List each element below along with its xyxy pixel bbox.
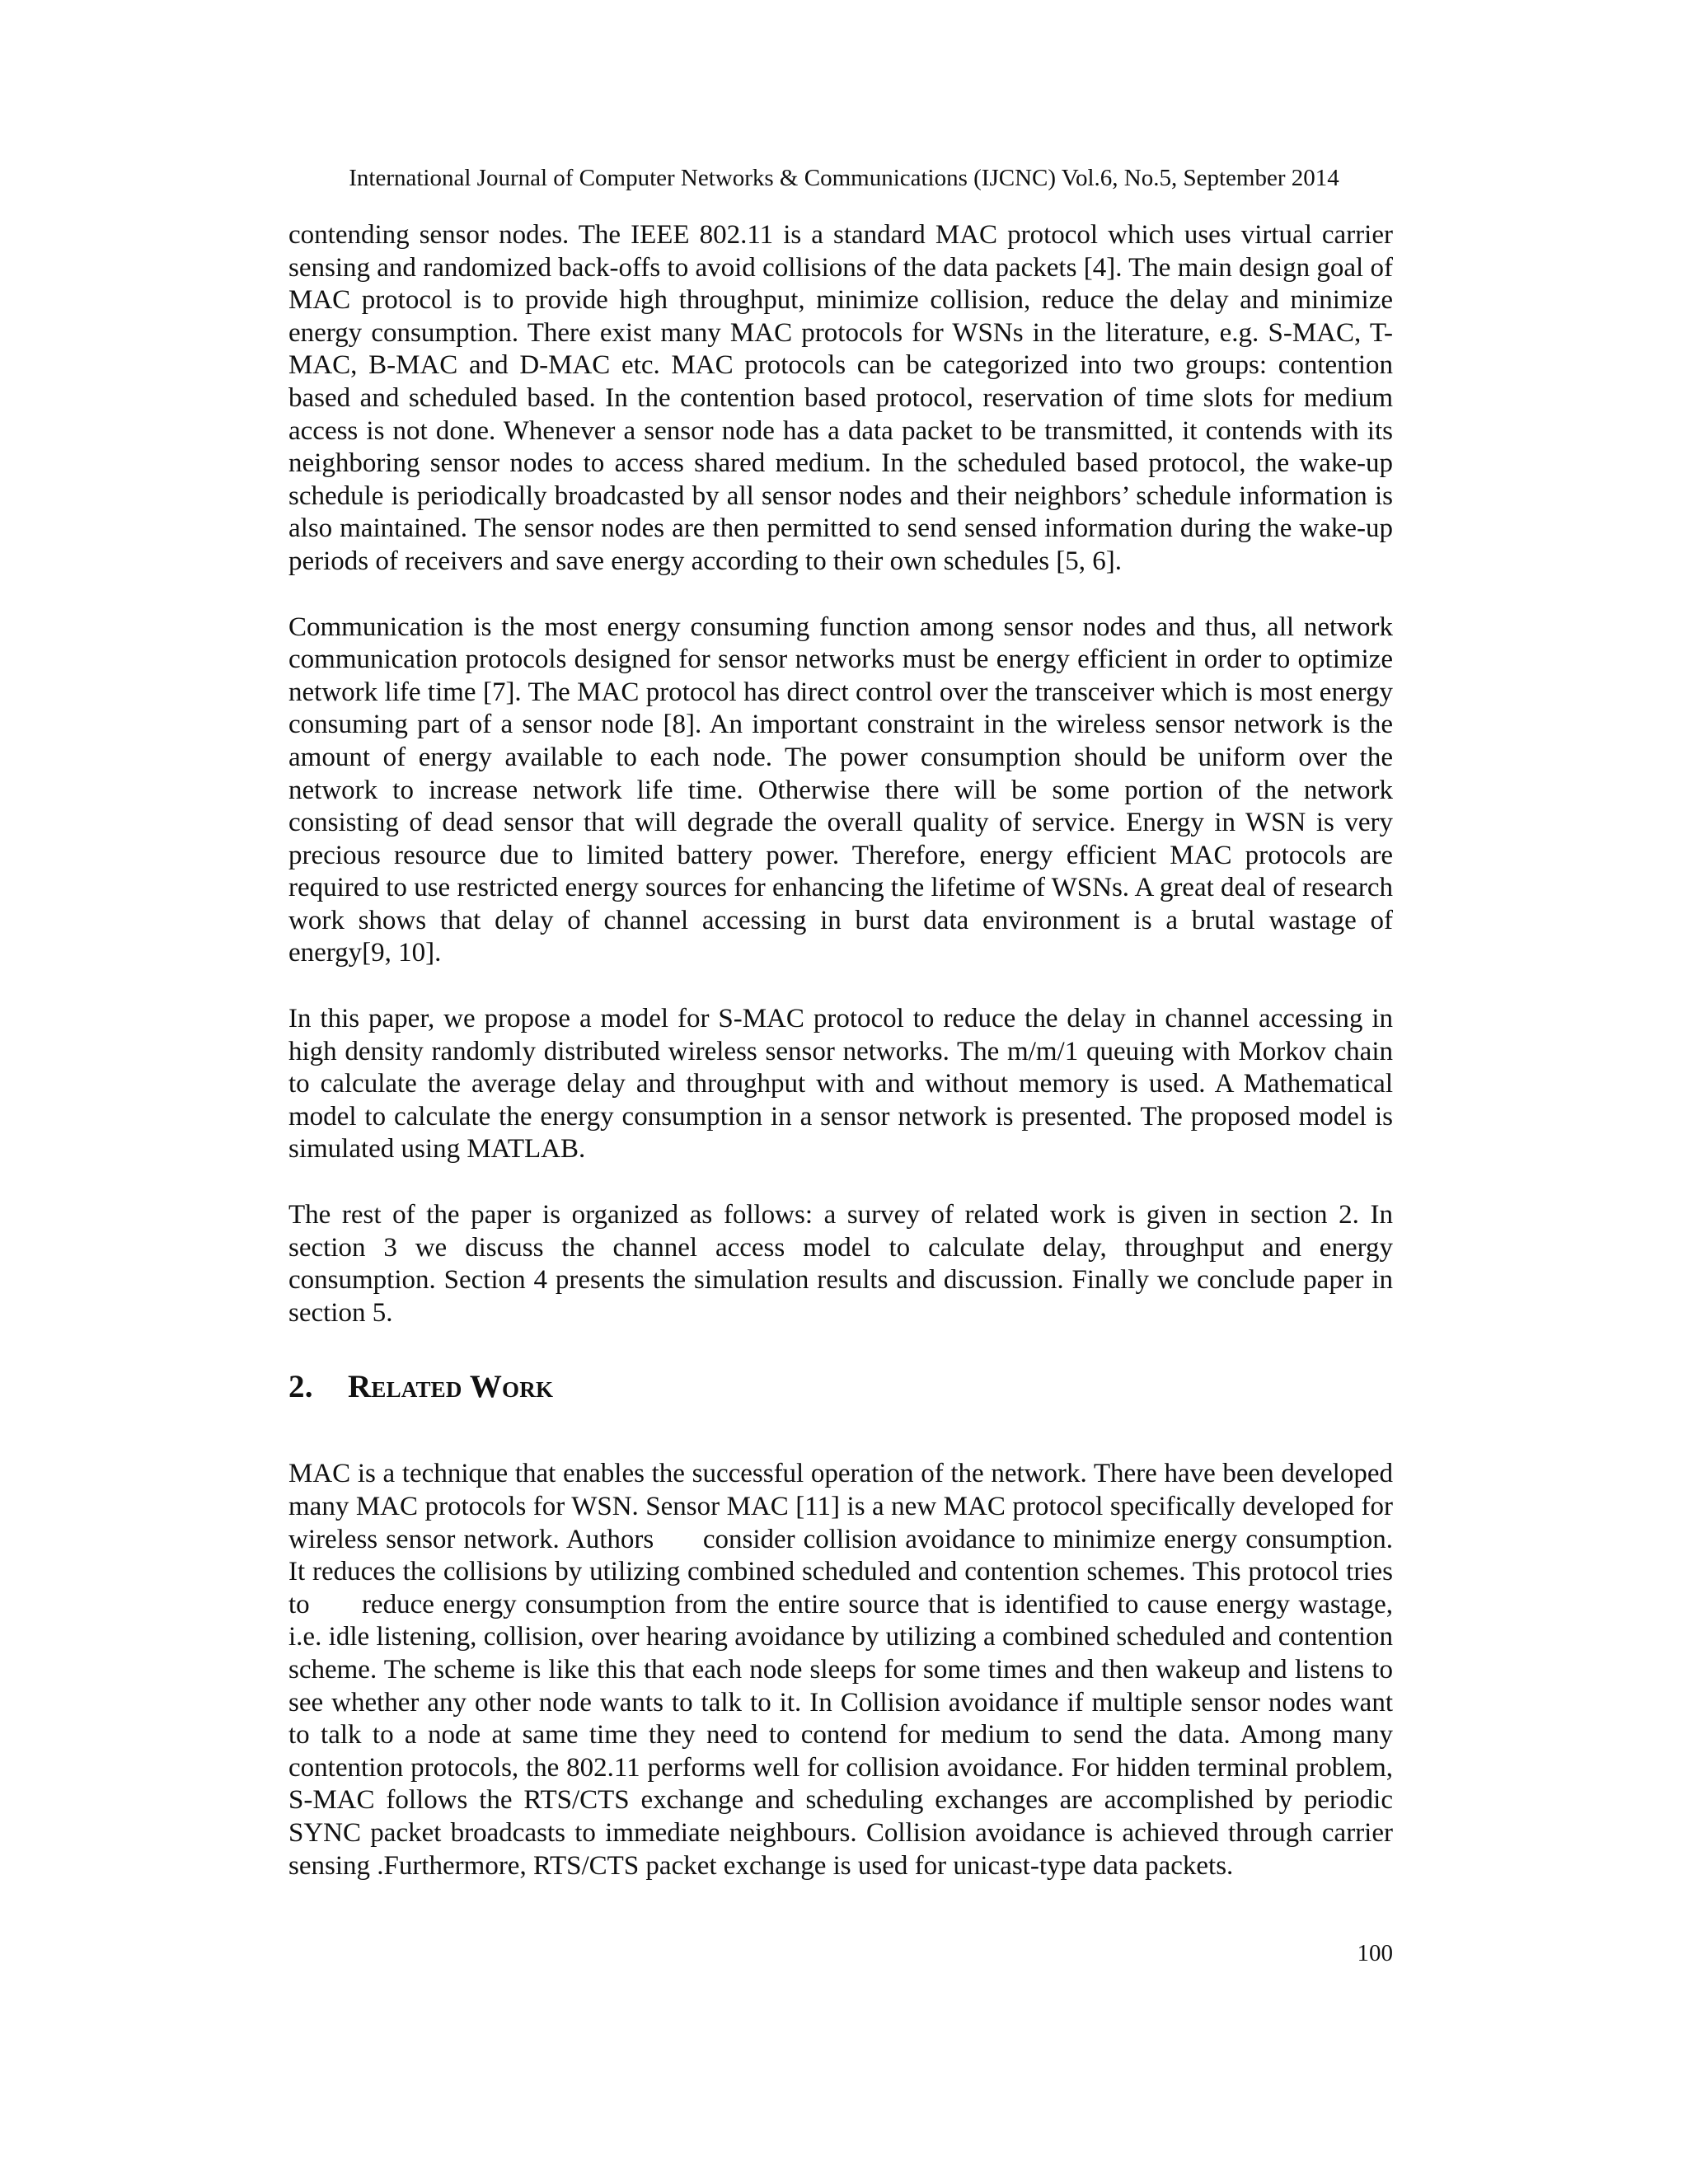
intro-paragraph-1: contending sensor nodes. The IEEE 802.11 is a standard MAC protocol which uses virtual carrier sensing and randomized back-offs to avoid collisions of the data packets [4]. The main design goal of MAC protocol is to provide high throughput, minimize collision, reduce the delay and minimize energy consumption. There exist many MAC protocols for WSNs in the literature, e.g. S-MAC, T-MAC, B-MAC and D-MAC etc. MAC protocols can be categorized into two groups: contention based and scheduled based. In the contention based protocol, reservation of time slots for medium access is not done. Whenever a sensor node has a data packet to be transmitted, it contends with its neighboring sensor nodes to access shared medium. In the scheduled based protocol, the wake-up schedule is periodically broadcasted by all sensor nodes and their neighbors’ schedule information is also maintained. The sensor nodes are then permitted to send sensed information during the wake-up periods of receivers and save energy according to their own schedules [5, 6]. bbox=[288, 220, 1393, 576]
intro-paragraph-4: The rest of the paper is organized as follows: a survey of related work is given in section 2. In section 3 we discuss the channel access model to calculate delay, throughput and energy consumption. Section 4 presents the simulation results and discussion. Finally we conclude paper in section 5. bbox=[288, 1200, 1393, 1328]
intro-paragraph-2: Communication is the most energy consuming function among sensor nodes and thus, all network communication protocols designed for sensor networks must be energy efficient in order to optimize network life time [7]. The MAC protocol has direct control over the transceiver which is most energy consuming part of a sensor node [8]. An important constraint in the wireless sensor network is the amount of energy available to each node. The power consumption should be uniform over the network to increase network life time. Otherwise there will be some portion of the network consisting of dead sensor that will degrade the overall quality of service. Energy in WSN is very precious resource due to limited battery power. Therefore, energy efficient MAC protocols are required to use restricted energy sources for enhancing the lifetime of WSNs. A great deal of research work shows that delay of channel accessing in burst data environment is a brutal wastage of energy[9, 10]. bbox=[288, 612, 1393, 968]
section-title: Related Work bbox=[348, 1369, 554, 1405]
intro-paragraph-3: In this paper, we propose a model for S-MAC protocol to reduce the delay in channel accessing in high density randomly distributed wireless sensor networks. The m/m/1 queuing with Morkov chain to calculate the average delay and throughput with and without memory is used. A Mathematical model to calculate the energy consumption in a sensor network is presented. The proposed model is simulated using MATLAB. bbox=[288, 1004, 1393, 1165]
section-number: 2. bbox=[288, 1369, 313, 1405]
related-work-paragraph: MAC is a technique that enables the successful operation of the network. There have been developed many MAC protocols for WSN. Sensor MAC [11] is a new MAC protocol specifically developed for wireless sensor network. Authors consider collision avoidance to minimize energy consumption. It reduces the collisions by utilizing combined scheduled and contention schemes. This protocol tries to reduce energy consumption from the entire source that is identified to cause energy wastage, i.e. idle listening, collision, over hearing avoidance by utilizing a combined scheduled and contention scheme. The scheme is like this that each node sleeps for some times and then wakeup and listens to see whether any other node wants to talk to it. In Collision avoidance if multiple sensor nodes want to talk to a node at same time they need to contend for medium to send the data. Among many contention protocols, the 802.11 performs well for collision avoidance. For hidden terminal problem, S-MAC follows the RTS/CTS exchange and scheduling exchanges are accomplished by periodic SYNC packet broadcasts to immediate neighbours. Collision avoidance is achieved through carrier sensing .Furthermore, RTS/CTS packet exchange is used for unicast-type data packets. bbox=[288, 1459, 1400, 1881]
body-column bbox=[288, 219, 1400, 1915]
section-heading bbox=[288, 1362, 1393, 1405]
running-header: International Journal of Computer Networks & Communications (IJCNC) Vol.6, No.5, September 2014 bbox=[349, 165, 1339, 191]
page-number: 100 bbox=[1357, 1940, 1393, 1966]
